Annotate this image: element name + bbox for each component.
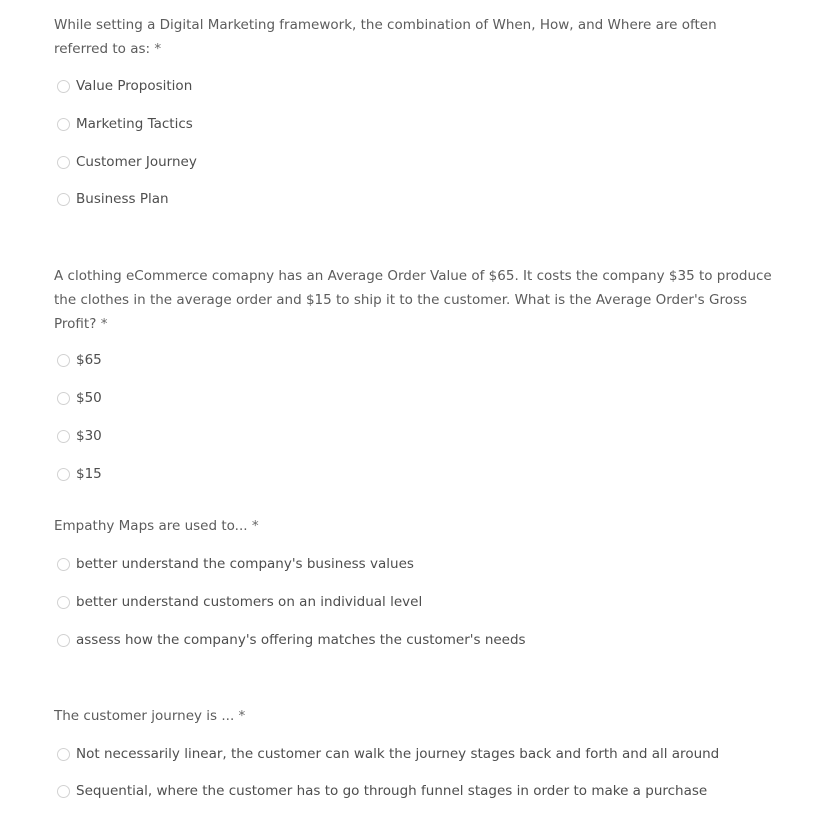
- option-50[interactable]: [54, 388, 102, 408]
- radio-button[interactable]: [57, 596, 70, 609]
- option-marketing-tactics[interactable]: [54, 114, 193, 134]
- option-label: Marketing Tactics: [76, 116, 193, 132]
- question-2-text: A clothing eCommerce comapny has an Average Order Value of $65. It costs the company $35 to produce the clothes in the average order and $15 to ship it to the customer. What is the Average Order's Gross Profit? *: [54, 268, 772, 332]
- option-label: $30: [76, 428, 102, 444]
- required-mark: *: [154, 41, 162, 57]
- question-3-text: Empathy Maps are used to... *: [54, 518, 259, 534]
- required-mark: *: [238, 708, 246, 724]
- option-offering-matches-needs[interactable]: [54, 630, 526, 650]
- radio-button[interactable]: [57, 354, 70, 367]
- option-65[interactable]: [54, 350, 102, 370]
- option-15[interactable]: [54, 464, 102, 484]
- radio-button[interactable]: [57, 785, 70, 798]
- option-label: Customer Journey: [76, 154, 197, 170]
- radio-button[interactable]: [57, 118, 70, 131]
- required-mark: *: [100, 316, 108, 332]
- question-1-text: While setting a Digital Marketing framework, the combination of When, How, and Where are often referred to as: *: [54, 17, 717, 57]
- question-4: [54, 704, 774, 799]
- option-label: better understand customers on an individual level: [76, 594, 423, 610]
- option-label: Business Plan: [76, 191, 169, 207]
- option-label: $65: [76, 352, 102, 368]
- option-value-proposition[interactable]: [54, 76, 192, 96]
- option-business-values[interactable]: [54, 554, 414, 574]
- radio-button[interactable]: [57, 80, 70, 93]
- radio-button[interactable]: [57, 156, 70, 169]
- option-label: $50: [76, 390, 102, 406]
- option-business-plan[interactable]: [54, 189, 169, 209]
- option-sequential[interactable]: [54, 781, 707, 801]
- radio-button[interactable]: [57, 468, 70, 481]
- question-1: [54, 13, 774, 207]
- option-label: Not necessarily linear, the customer can walk the journey stages back and forth and all around: [76, 746, 720, 762]
- radio-button[interactable]: [57, 193, 70, 206]
- option-label: Value Proposition: [76, 78, 193, 94]
- option-individual-level[interactable]: [54, 592, 422, 612]
- option-not-linear[interactable]: [54, 744, 719, 764]
- question-2: [54, 264, 774, 482]
- option-label: $15: [76, 466, 102, 482]
- option-customer-journey[interactable]: [54, 152, 197, 172]
- radio-button[interactable]: [57, 392, 70, 405]
- radio-button[interactable]: [57, 430, 70, 443]
- required-mark: *: [251, 518, 259, 534]
- radio-button[interactable]: [57, 558, 70, 571]
- option-30[interactable]: [54, 426, 102, 446]
- radio-button[interactable]: [57, 748, 70, 761]
- radio-button[interactable]: [57, 634, 70, 647]
- option-label: assess how the company's offering matches the customer's needs: [76, 632, 526, 648]
- option-label: Sequential, where the customer has to go through funnel stages in order to make a purchase: [76, 783, 708, 799]
- question-4-text: The customer journey is ... *: [54, 708, 246, 724]
- question-3: [54, 514, 774, 648]
- option-label: better understand the company's business values: [76, 556, 414, 572]
